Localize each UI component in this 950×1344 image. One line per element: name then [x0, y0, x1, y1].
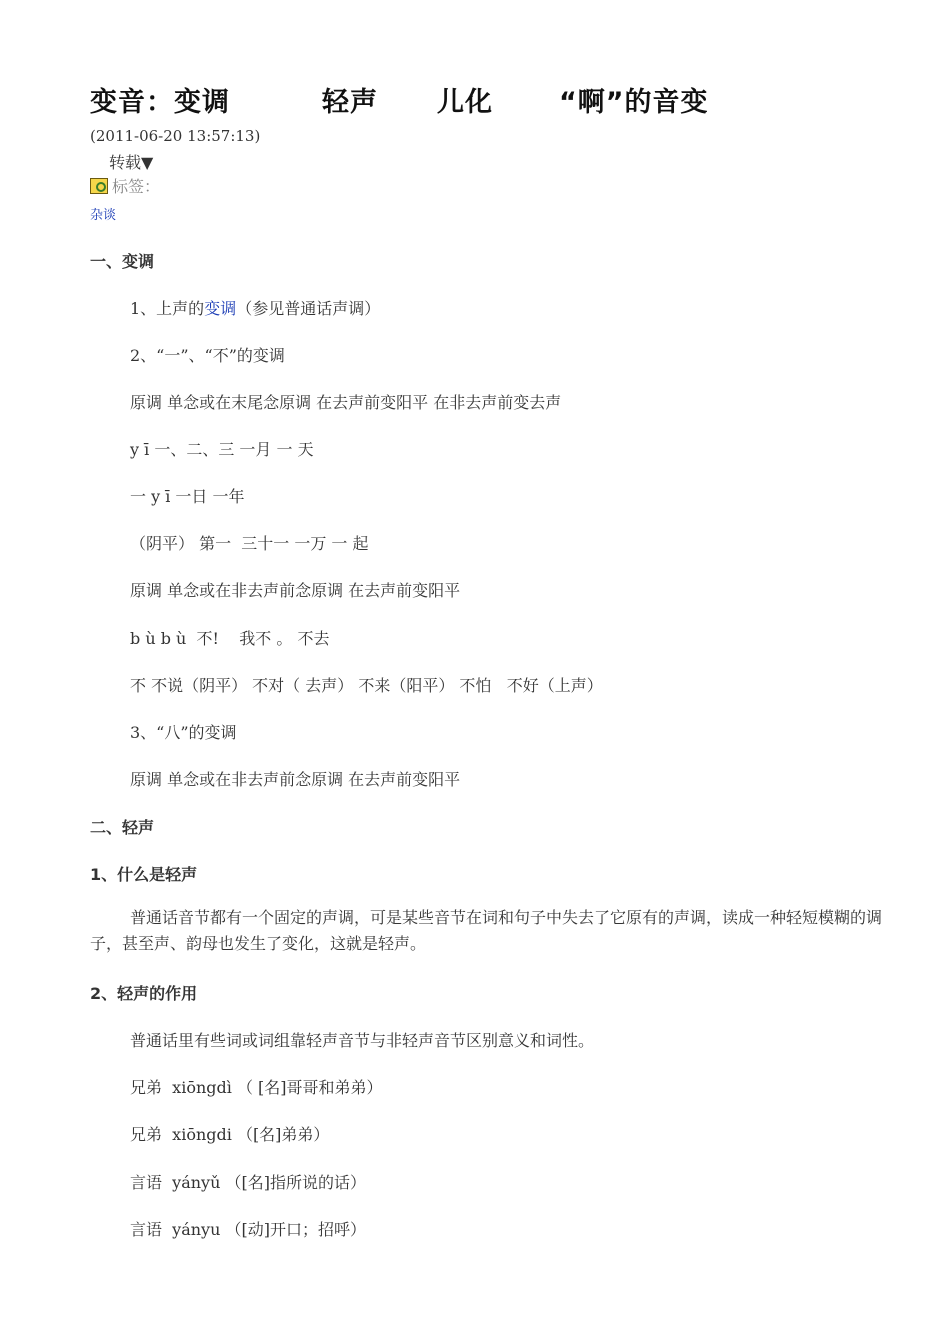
text-line: 兄弟 xiōngdi （[名]弟弟） — [130, 1125, 330, 1144]
text-line: 原调 单念或在末尾念原调 在去声前变阳平 在非去声前变去声 — [130, 393, 562, 412]
text-line: 不 不说（阴平） 不对（ 去声） 不来（阳平） 不怕 不好（上声） — [130, 676, 603, 695]
text-line: b ù b ù 不! 我不 。 不去 — [130, 629, 330, 648]
inline-link-biandiao[interactable]: 变调 — [204, 299, 237, 318]
text-fragment: 1、上声的 — [130, 299, 205, 318]
text-line: 普通话里有些词或词组靠轻声音节与非轻声音节区别意义和词性。 — [130, 1031, 595, 1050]
text-line — [130, 296, 380, 319]
tags-row — [90, 174, 160, 197]
text-fragment: （参见普通话声调） — [236, 299, 381, 318]
tag-icon — [90, 178, 108, 194]
text-line: 3、“八”的变调 — [130, 723, 237, 742]
repost-dropdown[interactable]: 转载▼ — [109, 153, 154, 172]
text-line: 原调 单念或在非去声前念原调 在去声前变阳平 — [130, 581, 461, 600]
text-line: 原调 单念或在非去声前念原调 在去声前变阳平 — [130, 770, 461, 789]
text-line: 言语 yányu （[动]开口；招呼） — [130, 1220, 366, 1239]
page-title — [90, 80, 709, 119]
subsection-heading: 1、什么是轻声 — [90, 865, 198, 884]
text-line: 一 y ī 一日 一年 — [130, 487, 245, 506]
title-part-1: 变音：变调 — [90, 87, 230, 118]
text-line: 言语 yányǔ （[名]指所说的话） — [130, 1173, 366, 1192]
text-line: y ī 一、二、三 一月 一 天 — [130, 440, 314, 459]
tags-label: 标签： — [112, 177, 161, 196]
post-date: (2011-06-20 13:57:13) — [90, 127, 261, 145]
tag-link[interactable]: 杂谈 — [90, 208, 117, 223]
title-part-4: “啊”的音变 — [559, 87, 709, 118]
section-heading-1: 一、变调 — [90, 252, 155, 271]
title-part-2: 轻声 — [322, 87, 378, 118]
text-line: 2、“一”、“不”的变调 — [130, 346, 285, 365]
text-line: 兄弟 xiōngdì （ [名]哥哥和弟弟） — [130, 1078, 383, 1097]
title-part-3: 儿化 — [437, 87, 493, 118]
section-heading-2: 二、轻声 — [90, 818, 155, 837]
text-line: （阴平） 第一 三十一 一万 一 起 — [130, 534, 369, 553]
paragraph: 普通话音节都有一个固定的声调，可是某些音节在词和句子中失去了它原有的声调，读成一种轻短模糊的调子，甚至声、韵母也发生了变化，这就是轻声。 — [90, 908, 883, 953]
subsection-heading: 2、轻声的作用 — [90, 984, 198, 1003]
